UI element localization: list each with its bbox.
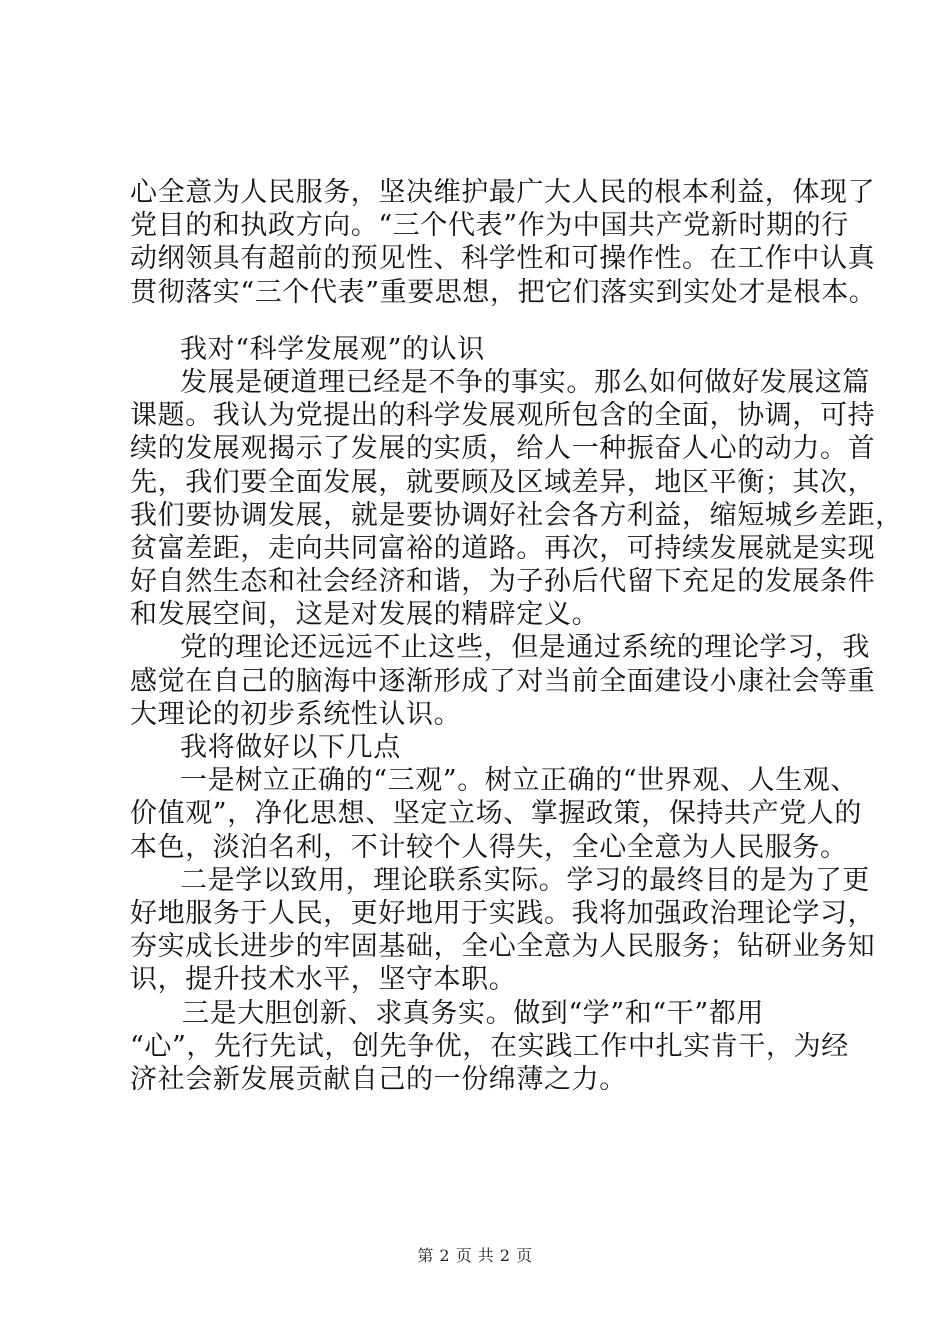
text-line: 发展是硬道理已经是不争的事实。那么如何做好发展这篇	[180, 366, 870, 398]
text-line: 价值观”，净化思想、坚定立场、掌握政策，保持共产党人的	[130, 798, 863, 830]
text-line: 二是学以致用，理论联系实际。学习的最终目的是为了更	[180, 864, 870, 896]
text-line: 贫富差距，走向共同富裕的道路。再次，可持续发展就是实现	[130, 532, 876, 564]
text-line: 先，我们要全面发展，就要顾及区域差异，地区平衡；其次，	[130, 466, 876, 498]
text-line: 心全意为人民服务，坚决维护最广大人民的根本利益，体现了	[130, 177, 876, 208]
text-line: 济社会新发展贡献自己的一份绵薄之力。	[130, 1063, 627, 1095]
text-line: 夯实成长进步的牢固基础，全心全意为人民服务；钻研业务知	[130, 931, 876, 963]
text-line: 续的发展观揭示了发展的实质，给人一种振奋人心的动力。首	[130, 433, 876, 465]
text-line: 识，提升技术水平，坚守本职。	[130, 964, 517, 996]
text-line: 本色，淡泊名利，不计较个人得失，全心全意为人民服务。	[130, 831, 848, 863]
text-line: 课题。我认为党提出的科学发展观所包含的全面，协调，可持	[130, 400, 876, 432]
text-line: 大理论的初步系统性认识。	[130, 698, 462, 730]
text-line: “心”，先行先试，创先争优，在实践工作中扎实肯干，为经	[130, 1030, 849, 1062]
text-line: 好地服务于人民，更好地用于实践。我将加强政治理论学习，	[130, 897, 876, 929]
text-line: 好自然生态和社会经济和谐，为子孙后代留下充足的发展条件	[130, 566, 876, 598]
text-line: 感觉在自己的脑海中逐渐形成了对当前全面建设小康社会等重	[130, 665, 876, 697]
paragraph-gap	[130, 309, 830, 333]
text-line: 三是大胆创新、求真务实。做到“学”和“干”都用	[182, 997, 765, 1029]
text-line: 党的理论还远远不止这些，但是通过系统的理论学习，我	[180, 632, 870, 664]
text-line: 我们要协调发展，就是要协调好社会各方利益，缩短城乡差距，	[130, 499, 903, 531]
page-number-footer: 第 2 页 共 2 页	[417, 1246, 533, 1265]
section-heading: 我对“科学发展观”的认识	[180, 333, 485, 365]
text-line: 贯彻落实“三个代表”重要思想，把它们落实到实处才是根本。	[130, 276, 877, 308]
text-line: 和发展空间，这是对发展的精辟定义。	[130, 599, 600, 631]
text-line: 一是树立正确的“三观”。树立正确的“世界观、人生观、	[180, 765, 859, 797]
document-body	[130, 176, 903, 1096]
section-heading: 我将做好以下几点	[180, 732, 401, 763]
text-line: 党目的和执政方向。“三个代表”作为中国共产党新时期的行	[130, 210, 849, 242]
text-line: 动纲领具有超前的预见性、科学性和可操作性。在工作中认真	[130, 243, 876, 275]
